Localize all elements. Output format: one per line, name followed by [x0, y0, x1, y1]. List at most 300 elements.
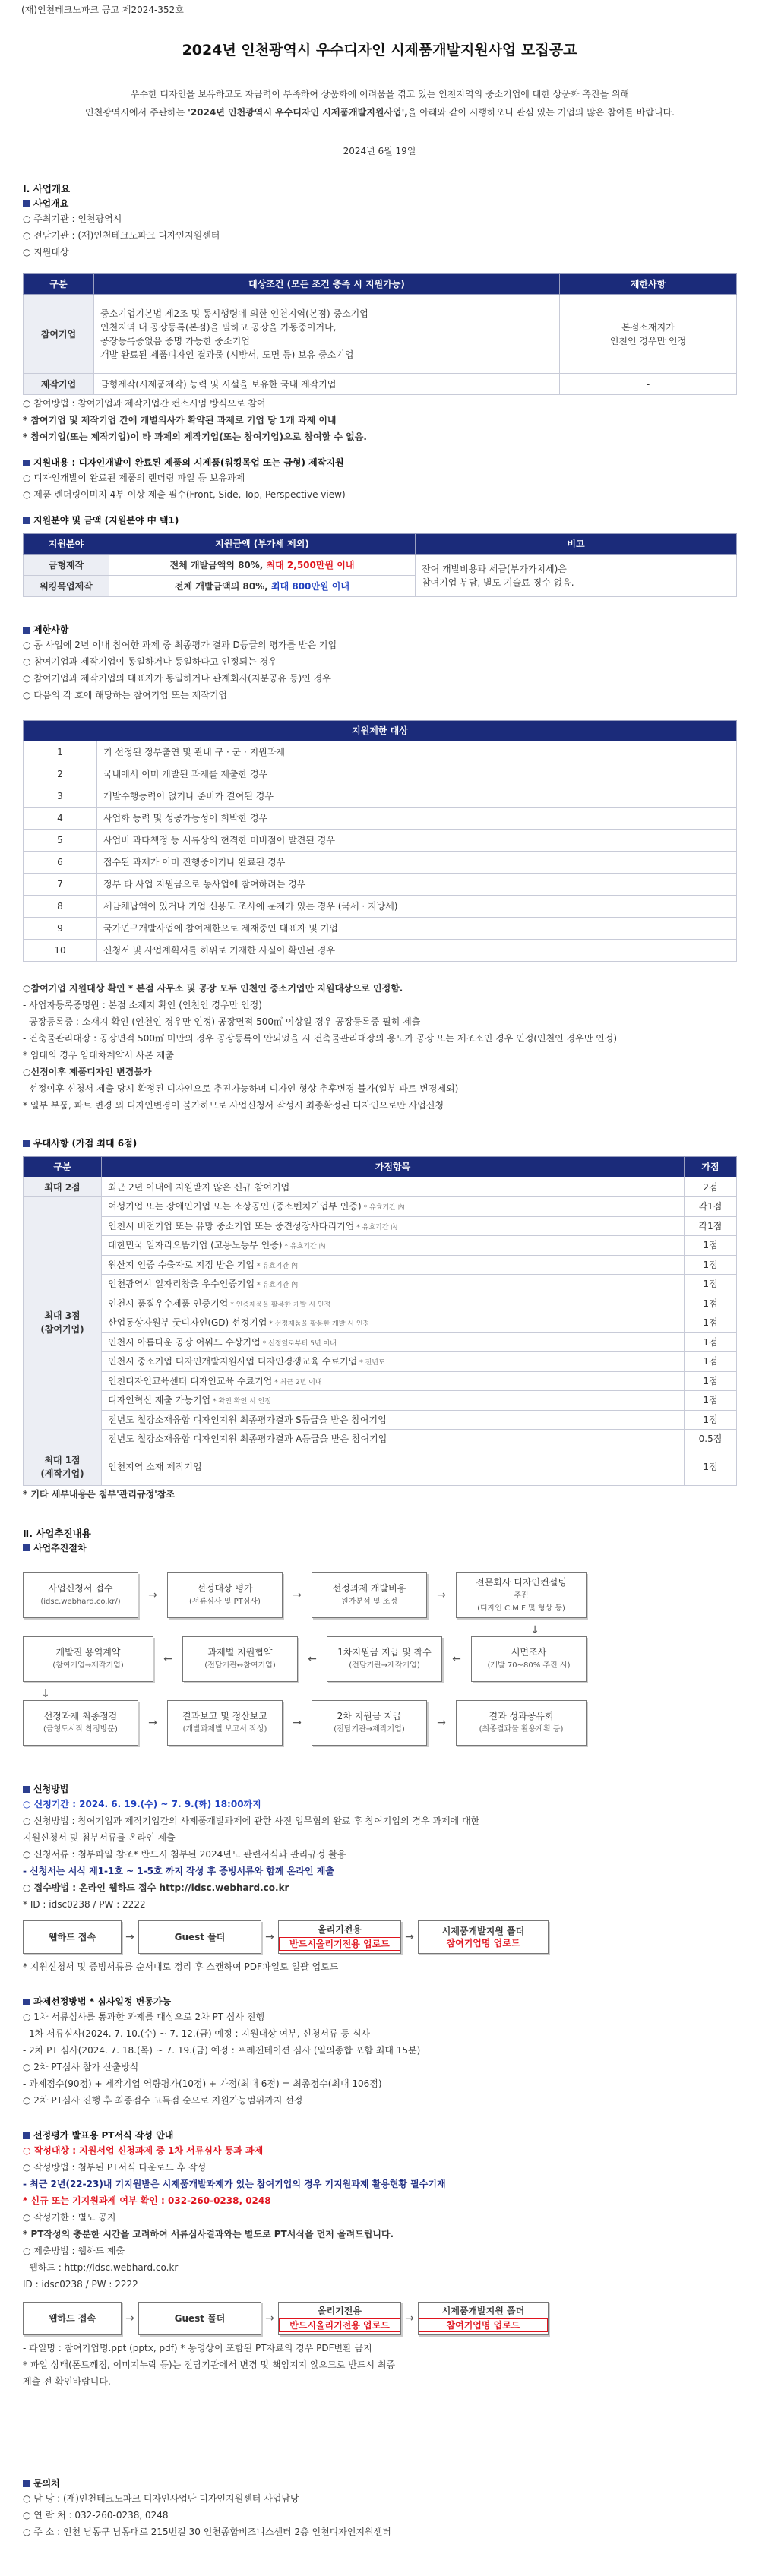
subsection-heading: [23, 197, 737, 210]
pref-points: 1점: [685, 1294, 737, 1313]
pref-points: 1점: [685, 1275, 737, 1294]
pref-condition: * 유효기간 內: [363, 1204, 405, 1212]
pt-line: * PT작성의 충분한 시간을 고려하여 서류심사결과와는 별도로 PT서식을 먼저 올려드립니다.: [23, 2229, 394, 2239]
arrow-right-icon: →: [125, 2312, 134, 2325]
pref-text: 산업통상자원부 굿디자인(GD) 선정기업: [108, 1317, 267, 1328]
table-header: 구분: [24, 274, 94, 295]
condition-line: 공장등록증없음 증명 가능한 중소기업: [100, 335, 250, 346]
step-label: 올리기전용: [318, 1924, 362, 1935]
row-number: 8: [24, 896, 97, 918]
flow-step-sub: (참여기업→제작기업): [52, 1661, 124, 1670]
row-number: 1: [24, 741, 97, 763]
row-text: 사업비 과다책정 등 서류상의 현격한 미비점이 발견된 경우: [97, 830, 737, 852]
upload-steps: [23, 1920, 737, 1975]
conditions-cell: 금형제작(시제품제작) 능력 및 시설을 보유한 국내 제작기업: [94, 374, 560, 395]
notice-number: (재)인천테크노파크 공고 제2024-352호: [21, 5, 184, 15]
square-bullet-icon: [23, 200, 30, 207]
apply-line: * ID : idsc0238 / PW : 2222: [23, 1899, 146, 1910]
apply-line: ○ 접수방법 : 온라인 웹하드 접수 http://idsc.webhard.co.kr: [23, 1882, 289, 1893]
step-label: Guest 폴더: [174, 1932, 226, 1942]
subsection-heading: [23, 1541, 737, 1555]
review-line: ○ 2차 PT심사 진행 후 최종점수 고득점 순으로 지원가능범위까지 선정: [23, 2095, 303, 2106]
table-row: [24, 1197, 737, 1217]
table-header: 대상조건 (모든 조건 충족 시 지원가능): [94, 274, 560, 295]
pref-item: [102, 1255, 685, 1275]
conditions-cell: [94, 295, 560, 374]
pref-condition: * 확인 확인 시 인정: [213, 1398, 271, 1405]
pref-text: 인천광역시 일자리창출 우수인증기업: [108, 1279, 255, 1289]
pt-line: ○ 작성방법 : 첨부된 PT서식 다운로드 후 작성: [23, 2162, 207, 2173]
flow-step-sub: (최종결과물 활용계획 등): [479, 1725, 564, 1734]
contact-line: ○ 연 락 처 : 032-260-0238, 0248: [23, 2510, 169, 2521]
table-row: [24, 1371, 737, 1391]
flow-step-sub: 원가분석 및 조정: [341, 1598, 397, 1606]
note-cell: [416, 555, 737, 597]
flow-step-sub: (전담기관↔참여기업): [204, 1661, 276, 1670]
row-number: 4: [24, 808, 97, 830]
square-bullet-icon: [23, 1786, 30, 1793]
table-row: [24, 1216, 737, 1236]
flow-row: [23, 1636, 737, 1682]
step-label: 시제품개발지원 폴더: [441, 1926, 525, 1936]
support-content: [23, 456, 737, 503]
contact-line: ○ 주 소 : 인천 남동구 남동대로 215번길 30 인천종합비즈니스센터 2층 인천디자인지원센터: [23, 2527, 391, 2537]
pt-line: - 웹하드 : http://idsc.webhard.co.kr: [23, 2262, 179, 2273]
row-text: 국내에서 이미 개발된 과제를 제출한 경우: [97, 763, 737, 785]
pref-points: 각1점: [685, 1197, 737, 1217]
pref-condition: * 선정일로부터 5년 이내: [262, 1339, 337, 1348]
exclusion-table-wrap: [23, 720, 737, 962]
limit-line: 인천인 경우만 인정: [609, 335, 687, 346]
pref-condition: * 유효기간 內: [257, 1282, 299, 1289]
pref-text: 대한민국 일자리으뜸기업 (고용노동부 인증): [108, 1240, 283, 1250]
pref-item: [102, 1236, 685, 1256]
label-line: (제작기업): [40, 1468, 84, 1479]
table-header: 가점항목: [102, 1157, 685, 1177]
flow-step: [471, 1636, 587, 1682]
flow-step-sub: (idsc.webhard.co.kr/): [40, 1598, 121, 1606]
row-number: 10: [24, 940, 97, 962]
pt-note-line: 제출 전 확인바랍니다.: [23, 2376, 111, 2387]
table-header: 지원제한 대상: [24, 721, 737, 741]
flow-step-title: 사업신청서 접수: [48, 1583, 113, 1594]
table-row: [24, 852, 737, 874]
intro-line: [30, 103, 729, 122]
overview-line: ○ 지원대상: [23, 246, 69, 258]
pref-points: 1점: [685, 1352, 737, 1372]
square-bullet-icon: [23, 1999, 30, 2005]
pref-item: 최근 2년 이내에 지원받지 않은 신규 참여기업: [102, 1177, 685, 1197]
pt-line: ID : idsc0238 / PW : 2222: [23, 2279, 138, 2290]
prototype-folder-step: [418, 2302, 549, 2335]
flow-step-sub: (전담기관→제작기업): [349, 1661, 420, 1670]
row-number: 6: [24, 852, 97, 874]
square-bullet-icon: [23, 517, 30, 524]
support-amount: [23, 514, 737, 597]
pref-condition: * 선정제품을 활용한 개발 시 인정: [269, 1320, 370, 1328]
arrow-right-icon: →: [148, 1716, 157, 1729]
note-line: 잔여 개발비용과 세금(부가가치세)은: [422, 563, 567, 574]
row-number: 9: [24, 918, 97, 940]
flow-step-title: 개발진 용역계약: [55, 1647, 121, 1658]
square-bullet-icon: [23, 460, 30, 466]
amount-cell: [109, 555, 416, 576]
row-label: [24, 1197, 102, 1449]
arrow-down-icon: ↓: [41, 1688, 50, 1700]
amount-table: [23, 533, 737, 597]
restrictions: [23, 623, 737, 703]
pref-points: 1점: [685, 1410, 737, 1430]
table-row: [24, 1294, 737, 1313]
subsection-heading: [23, 2476, 737, 2490]
pref-text: 원산지 인증 수출자로 지정 받은 기업: [108, 1259, 255, 1270]
overview-line: ○ 전담기관 : (재)인천테크노파크 디자인지원센터: [23, 229, 220, 241]
upload-step-row: [23, 1920, 737, 1954]
restriction-line: ○ 동 사업에 2년 이내 참여한 과제 중 최종평가 결과 D등급의 평가를 받은 기업: [23, 640, 337, 650]
eligibility-line: * 임대의 경우 임대차계약서 사본 제출: [23, 1050, 174, 1060]
pref-condition: * 최근 2년 이내: [274, 1378, 322, 1386]
table-header: 구분: [24, 1157, 102, 1177]
flow-step: [456, 1700, 587, 1746]
subsection-label: 선정평가 발표용 PT서식 작성 안내: [33, 2130, 174, 2141]
arrow-right-icon: →: [405, 1930, 414, 1943]
process-flowchart: [23, 1572, 737, 1750]
flow-step: [23, 1572, 138, 1618]
prototype-folder-step: [418, 1920, 549, 1954]
limit-cell: -: [560, 374, 737, 395]
subsection-heading: [23, 514, 737, 527]
row-text: 세금체납액이 있거나 기업 신용도 조사에 문제가 있는 경우 (국세 · 지방세): [97, 896, 737, 918]
row-number: 2: [24, 763, 97, 785]
support-line: ○ 제품 렌더링이미지 4부 이상 제출 필수(Front, Side, Top, Perspective view): [23, 489, 346, 500]
subsection-label: 사업개요: [33, 198, 69, 209]
subsection-label: 과제선정방법 * 심사일정 변동가능: [33, 1996, 172, 2007]
pref-condition: * 유효기간 內: [256, 1262, 298, 1270]
intro-project-name: '2024년 인천광역시 우수디자인 시제품개발지원사업',: [188, 107, 408, 118]
pref-item: [102, 1371, 685, 1391]
section-title: Ⅱ. 사업추진내용: [23, 1528, 91, 1539]
table-row: [24, 1430, 737, 1449]
apply-line: ○ 신청방법 : 참여기업과 제작기업간의 사제품개발과제에 관한 사전 업무협의 완료 후 참여기업의 경우 과제에 대한: [23, 1816, 480, 1826]
subsection-heading: [23, 2129, 737, 2142]
arrow-left-icon: ←: [452, 1652, 461, 1665]
step-sublabel: 반드시올리기전용 업로드: [279, 1937, 400, 1951]
section-title: Ⅰ. 사업개요: [23, 183, 71, 194]
review-method: [23, 1995, 737, 2109]
flow-step: [23, 1700, 138, 1746]
row-text: 정부 타 사업 지원금으로 동사업에 참여하려는 경우: [97, 874, 737, 896]
apply-line: 지원신청서 및 첨부서류를 온라인 제출: [23, 1832, 176, 1843]
pref-item: [102, 1294, 685, 1313]
subsection-heading: [23, 1995, 737, 2009]
table-row: [24, 874, 737, 896]
row-label: 금형제작: [24, 555, 109, 576]
guest-folder-step: [138, 2302, 261, 2335]
flow-step: [312, 1572, 427, 1618]
contact: [23, 2476, 737, 2540]
pref-text: 인천시 중소기업 디자인개발지원사업 디자인경쟁교육 수료기업: [108, 1356, 358, 1367]
flow-step-title: 선정과제 개발비용: [332, 1583, 406, 1594]
pref-points: 2점: [685, 1177, 737, 1197]
eligibility-line: - 건축물관리대장 : 공장면적 500㎡ 미만의 경우 공장등록이 안되었을 시 건축물관리대장의 용도가 공장 또는 제조소인 경우 인정(인천인 경우만 인정): [23, 1033, 618, 1044]
pt-note-line: * 파일 상태(폰트깨짐, 이미지누락 등)는 전담기관에서 변경 및 책임지지 않으므로 반드시 최종: [23, 2359, 396, 2370]
table-header: 제한사항: [560, 274, 737, 295]
review-line: ○ 1차 서류심사를 통과한 과제를 대상으로 2차 PT 심사 진행: [23, 2012, 265, 2022]
apply-line: - 신청서는 서식 제1-1호 ~ 1-5호 까지 작성 후 증빙서류와 함께 온라인 제출: [23, 1866, 334, 1876]
flow-step-title: 1차지원금 지급 및 착수: [337, 1647, 432, 1658]
table-row: [24, 785, 737, 808]
row-number: 5: [24, 830, 97, 852]
square-bullet-icon: [23, 627, 30, 634]
flow-step-title: 과제별 지원협약: [207, 1647, 273, 1658]
page-title: 2024년 인천광역시 우수디자인 시제품개발지원사업 모집공고: [182, 42, 577, 58]
review-line: - 과제점수(90점) + 제작기업 역량평가(10점) + 가점(최대 6점) = 최종점수(최대 106점): [23, 2078, 382, 2089]
pt-upload-steps: [23, 2302, 737, 2390]
pref-text: 전년도 철강소재융합 디자인지원 최종평가결과 A등급을 받은 참여기업: [108, 1433, 387, 1444]
eligibility-notes: [23, 980, 737, 1114]
restriction-line: ○ 다음의 각 호에 해당하는 참여기업 또는 제작기업: [23, 690, 228, 700]
eligibility-line: - 공장등록증 : 소재지 확인 (인천인 경우만 인정) 공장면적 500㎡ 이상일 경우 공장등록증 필히 제출: [23, 1016, 421, 1027]
pref-item: 인천지역 소재 제작기업: [102, 1449, 685, 1485]
notice-date: 2024년 6월 19일: [343, 146, 416, 156]
square-bullet-icon: [23, 1140, 30, 1147]
row-number: 7: [24, 874, 97, 896]
pt-line: * 신규 또는 기지원과제 여부 확인 : 032-260-0238, 0248: [23, 2195, 271, 2206]
square-bullet-icon: [23, 2132, 30, 2139]
table-header: 지원금액 (부가세 제외): [109, 534, 416, 555]
apply-line: ○ 신청기간 : 2024. 6. 19.(수) ~ 7. 9.(화) 18:00까지: [23, 1799, 261, 1810]
subsection-label: 지원내용 : 디자인개발이 완료된 제품의 시제품(워킹목업 또는 금형) 제작지원: [33, 457, 344, 468]
subsection-heading: [23, 623, 737, 637]
condition-line: 개발 완료된 제품디자인 결과물 (시방서, 도면 등) 보유 중소기업: [100, 349, 354, 360]
flow-step-sub: (디자인 C.M.F 및 형상 등): [477, 1604, 565, 1613]
arrow-right-icon: →: [125, 1930, 134, 1943]
table-row: [24, 1236, 737, 1256]
contact-line: ○ 담 당 : (재)인천테크노파크 디자인사업단 디자인지원센터 사업담당: [23, 2493, 299, 2504]
step-label: 올리기전용: [318, 2306, 362, 2316]
flow-step: [167, 1700, 283, 1746]
table-row: [24, 808, 737, 830]
table-row: [24, 1332, 737, 1352]
note-line: ○ 참여방법 : 참여기업과 제작기업간 컨소시엄 방식으로 참여: [23, 398, 266, 409]
arrow-left-icon: ←: [163, 1652, 172, 1665]
row-text: 국가연구개발사업에 참여제한으로 제재중인 대표자 및 기업: [97, 918, 737, 940]
pref-item: [102, 1313, 685, 1333]
pref-points: 1점: [685, 1313, 737, 1333]
flow-step-sub: (전담기관→제작기업): [334, 1725, 405, 1734]
table-header: 지원분야: [24, 534, 109, 555]
subsection-heading: [23, 1782, 737, 1796]
flow-step-title: 선정과제 최종점검: [43, 1711, 118, 1721]
pref-points: 1점: [685, 1236, 737, 1256]
row-text: 접수된 과제가 이미 진행중이거나 완료된 경우: [97, 852, 737, 874]
pref-text: 전년도 철강소재융합 디자인지원 최종평가결과 S등급을 받은 참여기업: [108, 1414, 387, 1425]
participation-notes: [23, 395, 737, 445]
upload-only-step: [278, 1920, 401, 1954]
upload-step-row: [23, 2302, 737, 2335]
flow-step-sub: (서류심사 및 PT심사): [189, 1598, 261, 1606]
arrow-right-icon: →: [265, 2312, 274, 2325]
table-row: [24, 830, 737, 852]
pt-guide: [23, 2129, 737, 2293]
subsection-label: 지원분야 및 금액 (지원분야 中 택1): [33, 515, 179, 526]
row-label: 최대 2점: [24, 1177, 102, 1197]
flow-step-sub: (개발과제별 보고서 작성): [182, 1725, 267, 1734]
amount-text: 전체 개발금액의 80%,: [169, 559, 267, 571]
flow-step: [23, 1636, 153, 1682]
flow-step-title: 결과보고 및 정산보고: [182, 1711, 267, 1721]
arrow-down-icon: ↓: [530, 1624, 539, 1636]
row-text: 사업화 능력 및 성공가능성이 희박한 경우: [97, 808, 737, 830]
limit-line: 본점소재지가: [621, 321, 675, 333]
pt-note-line: - 파일명 : 참여기업명.ppt (pptx, pdf) * 동영상이 포함된 PT자료의 경우 PDF변환 금지: [23, 2343, 372, 2353]
pref-condition: * 유효기간 內: [284, 1243, 326, 1250]
pt-line: ○ 작성기한 : 별도 공지: [23, 2212, 116, 2223]
subsection-heading: [23, 1136, 737, 1150]
label-line: (참여기업): [40, 1324, 84, 1335]
subsection-label: 신청방법: [33, 1784, 69, 1794]
flow-step-title: 서면조사: [511, 1647, 547, 1658]
arrow-right-icon: →: [437, 1716, 446, 1729]
intro-paragraph: [30, 85, 729, 122]
arrow-right-icon: →: [148, 1588, 157, 1601]
table-row: [24, 896, 737, 918]
eligibility-line: ○선정이후 제품디자인 변경불가: [23, 1067, 152, 1077]
pref-text: 인천시 아름다운 공장 어워드 수상기업: [108, 1336, 261, 1348]
review-line: - 2차 PT 심사(2024. 7. 18.(목) ~ 7. 19.(금) 예정 : 프레젠테이션 심사 (일의종합 포함 최대 15분): [23, 2045, 421, 2056]
note-line: * 참여기업(또는 제작기업)이 타 과제의 제작기업(또는 참여기업)으로 참여할 수 없음.: [23, 431, 367, 442]
flow-step-title: 전문회사 디자인컨설팅: [476, 1576, 567, 1588]
table-row: [24, 1352, 737, 1372]
label-line: 최대 3점: [44, 1310, 81, 1322]
eligibility-line: ○참여기업 지원대상 확인 * 본점 사무소 및 공장 모두 인천인 중소기업만 지원대상으로 인정함.: [23, 983, 403, 994]
pref-condition: * 전년도: [359, 1359, 385, 1367]
flow-step: [167, 1572, 283, 1618]
webhard-access-step: [23, 2302, 122, 2335]
table-row: [24, 1313, 737, 1333]
row-label: [24, 1449, 102, 1485]
preference-table: [23, 1156, 737, 1486]
step-sublabel: 반드시올리기전용 업로드: [279, 2318, 400, 2332]
pref-item: [102, 1332, 685, 1352]
pref-points: 1점: [685, 1449, 737, 1485]
step-label: 웹하드 접속: [48, 2313, 96, 2324]
eligibility-line: - 선정이후 신청서 제출 당시 확정된 디자인으로 추진가능하며 디자인 형상 추후변경 불가(일부 파트 변경제외): [23, 1083, 459, 1094]
flow-step-sub: (개발 70~80% 추진 시): [487, 1661, 571, 1670]
row-label: 참여기업: [24, 295, 94, 374]
table-row: [24, 1275, 737, 1294]
target-table: [23, 273, 737, 395]
restriction-line: ○ 참여기업과 제작기업이 동일하거나 동일하다고 인정되는 경우: [23, 656, 277, 667]
flow-step-title: 선정대상 평가: [197, 1583, 253, 1594]
pref-points: 0.5점: [685, 1430, 737, 1449]
amount-text: 전체 개발금액의 80%,: [175, 580, 271, 592]
amount-max: 최대 2,500만원 이내: [266, 559, 355, 571]
pref-note: * 기타 세부내용은 첨부'관리규정'참조: [23, 1488, 176, 1500]
flow-step: [327, 1636, 442, 1682]
step-label: Guest 폴더: [174, 2313, 226, 2324]
eligibility-line: - 사업자등록증명원 : 본점 소재지 확인 (인천인 경우만 인정): [23, 1000, 262, 1010]
pref-points: 1점: [685, 1332, 737, 1352]
row-text: 개발수행능력이 없거나 준비가 결여된 경우: [97, 785, 737, 808]
pref-condition: * 유효기간 內: [356, 1223, 398, 1231]
subsection-label: 우대사항 (가점 최대 6점): [33, 1138, 138, 1149]
section-overview: [23, 182, 737, 261]
apply-method: [23, 1782, 737, 1913]
arrow-right-icon: →: [405, 2312, 414, 2325]
flow-step: [182, 1636, 298, 1682]
apply-line: ○ 신청서류 : 첨부파일 참조* 반드시 첨부된 2024년도 관련서식과 관리규정 활용: [23, 1849, 346, 1860]
pt-line: ○ 제출방법 : 웹하드 제출: [23, 2246, 125, 2256]
table-header: 가점: [685, 1157, 737, 1177]
guest-folder-step: [138, 1920, 261, 1954]
restriction-line: ○ 참여기업과 제작기업의 대표자가 동일하거나 관계회사(지분공유 등)인 경우: [23, 673, 331, 684]
table-row: [24, 918, 737, 940]
eligibility-line: * 일부 부품, 파트 변경 외 디자인변경이 불가하므로 사업신청서 작성시 최종확정된 디자인으로만 사업신청: [23, 1100, 444, 1111]
subsection-label: 제한사항: [33, 624, 69, 635]
pref-points: 1점: [685, 1391, 737, 1411]
pref-points: 각1점: [685, 1216, 737, 1236]
pref-item: [102, 1216, 685, 1236]
apply-lines: [23, 1796, 737, 1913]
amount-cell: [109, 576, 416, 597]
step-sublabel: 참여기업명 업로드: [446, 1938, 520, 1949]
pt-line: - 최근 2년(22-23)내 기지원받은 시제품개발과제가 있는 참여기업의 경우 기지원과제 활용현황 필수기재: [23, 2179, 446, 2189]
condition-line: 중소기업기본법 제2조 및 동시행령에 의한 인천지역(본점) 중소기업: [100, 308, 368, 319]
pref-item: [102, 1352, 685, 1372]
pt-lines: [23, 2142, 737, 2293]
amount-max: 최대 800만원 이내: [271, 580, 349, 592]
arrow-left-icon: ←: [308, 1652, 317, 1665]
flow-step-title: 결과 성과공유회: [489, 1711, 554, 1721]
section-process: [23, 1527, 737, 1555]
intro-line: 우수한 디자인을 보유하고도 자금력이 부족하여 상품화에 어려움을 겪고 있는 인천지역의 중소기업에 대한 상품화 촉진을 위해: [130, 89, 630, 100]
pt-notes: [23, 2340, 737, 2390]
arrow-right-icon: →: [265, 1930, 274, 1943]
preferences: [23, 1136, 737, 1503]
step-label: 시제품개발지원 폴더: [441, 2306, 525, 2316]
step-sublabel: 참여기업명 업로드: [419, 2318, 548, 2332]
subsection-label: 문의처: [33, 2478, 60, 2489]
arrow-right-icon: →: [437, 1588, 446, 1601]
pref-item: [102, 1275, 685, 1294]
pref-points: 1점: [685, 1371, 737, 1391]
support-line: ○ 디자인개발이 완료된 제품의 렌더링 파일 등 보유과제: [23, 473, 245, 483]
pref-text: 디자인혁신 제출 가능기업: [108, 1395, 211, 1405]
table-row: [24, 940, 737, 962]
pref-rows: [24, 1197, 737, 1449]
note-line: 참여기업 부담, 별도 기술료 징수 없음.: [422, 577, 574, 588]
intro-text: 을 아래와 같이 시행하오니 관심 있는 기업의 많은 참여를 바랍니다.: [407, 107, 675, 118]
square-bullet-icon: [23, 1544, 30, 1551]
row-number: 3: [24, 785, 97, 808]
target-table-wrap: [23, 273, 737, 395]
pref-item: [102, 1430, 685, 1449]
square-bullet-icon: [23, 2480, 30, 2487]
pref-item: [102, 1410, 685, 1430]
pref-text: 인천디자인교육센터 디자인교육 수료기업: [108, 1375, 273, 1386]
exclusion-rows: [24, 741, 737, 962]
review-line: - 1차 서류심사(2024. 7. 10.(수) ~ 7. 12.(금) 예정 : 지원대상 여부, 신청서류 등 심사: [23, 2028, 371, 2039]
apply-note: * 지원신청서 및 증빙서류를 순서대로 정리 후 스캔하여 PDF파일로 일괄 업로드: [23, 1961, 339, 1972]
intro-text: 인천광역시에서 주관하는: [85, 107, 188, 118]
arrow-right-icon: →: [293, 1716, 302, 1729]
pt-line: ○ 작성대상 : 지원서업 신청과제 중 1차 서류심사 통과 과제: [23, 2145, 264, 2156]
flow-step-sub: 추진: [514, 1591, 529, 1600]
pref-text: 인천시 비전기업 또는 유망 중소기업 또는 중견성장사다리기업: [108, 1220, 355, 1231]
row-label: 제작기업: [24, 374, 94, 395]
review-lines: [23, 2009, 737, 2109]
